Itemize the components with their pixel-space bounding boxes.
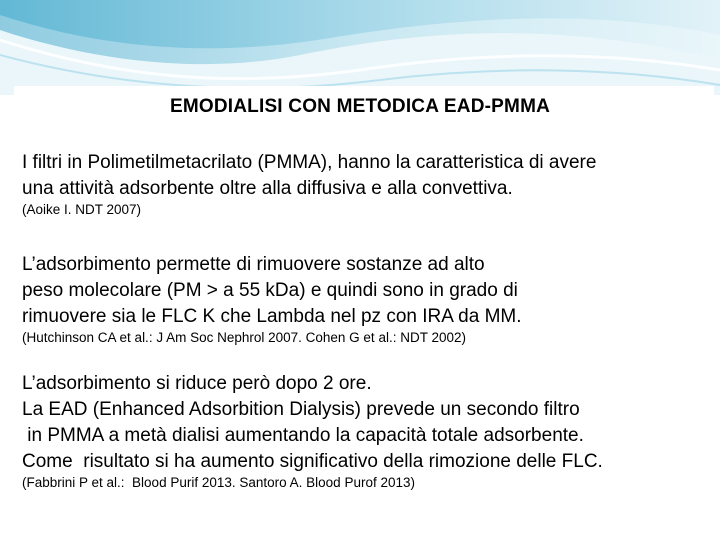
paragraph-line: L’adsorbimento si riduce però dopo 2 ore. bbox=[22, 373, 372, 394]
paragraph-line: La EAD (Enhanced Adsorbition Dialysis) prevede un secondo filtro bbox=[22, 399, 580, 420]
paragraph-line: una attività adsorbente oltre alla diffusiva e alla convettiva. bbox=[22, 178, 513, 199]
header-wave-decoration bbox=[0, 0, 720, 95]
paragraph-line: Come risultato si ha aumento significativo della rimozione delle FLC. bbox=[22, 451, 603, 472]
paragraph-line: L’adsorbimento permette di rimuovere sostanze ad alto bbox=[22, 254, 485, 275]
citation: (Hutchinson CA et al.: J Am Soc Nephrol 2007. Cohen G et al.: NDT 2002) bbox=[22, 330, 466, 345]
paragraph-line: peso molecolare (PM > a 55 kDa) e quindi sono in grado di bbox=[22, 280, 518, 301]
paragraph-pmma-filters bbox=[22, 150, 712, 218]
citation: (Aoike I. NDT 2007) bbox=[22, 202, 142, 217]
paragraph-ead bbox=[22, 371, 712, 491]
citation: (Fabbrini P et al.: Blood Purif 2013. Santoro A. Blood Purof 2013) bbox=[22, 475, 415, 490]
slide-title: EMODIALISI CON METODICA EAD-PMMA bbox=[169, 96, 551, 117]
paragraph-line: I filtri in Polimetilmetacrilato (PMMA), hanno la caratteristica di avere bbox=[22, 152, 597, 173]
paragraph-line: in PMMA a metà dialisi aumentando la capacità totale adsorbente. bbox=[22, 425, 584, 446]
paragraph-adsorption bbox=[22, 252, 712, 346]
paragraph-line: rimuovere sia le FLC K che Lambda nel pz con IRA da MM. bbox=[22, 306, 522, 327]
